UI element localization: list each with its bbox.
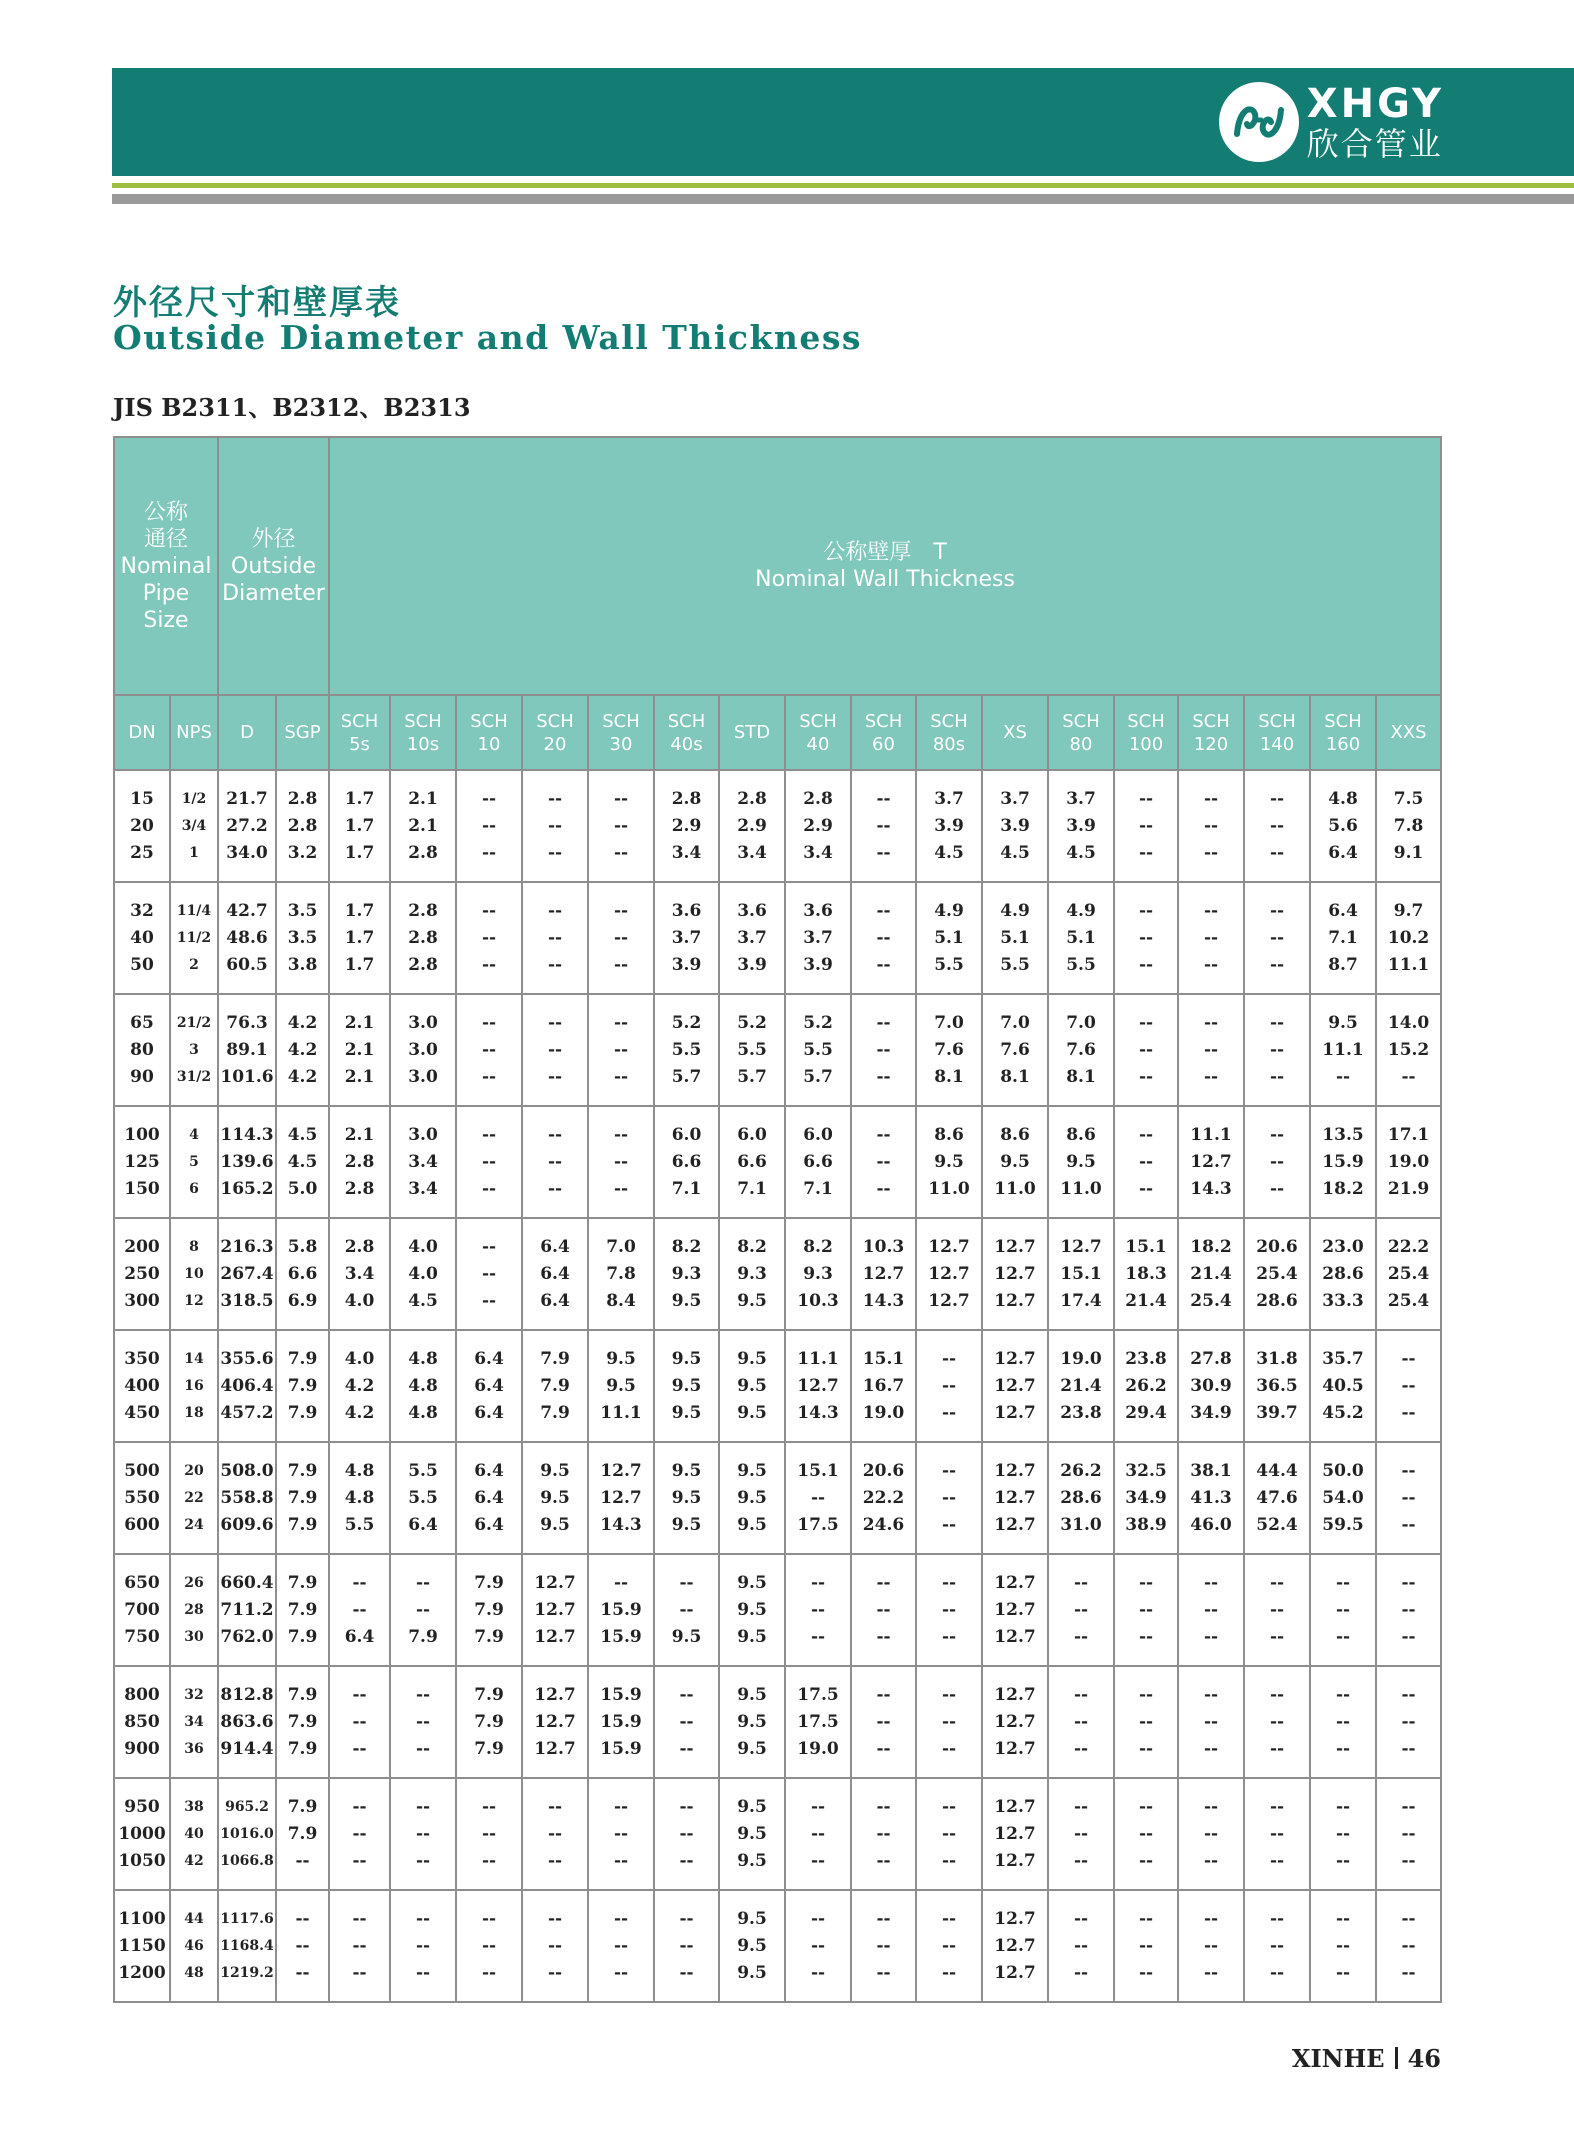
- table-cell: -- -- --: [1114, 1554, 1178, 1666]
- table-cell: 9.5 9.5 9.5: [719, 1666, 785, 1778]
- table-cell: -- -- --: [1114, 770, 1178, 882]
- table-cell: -- -- --: [1376, 1778, 1441, 1890]
- header-outside-diameter: 外径 Outside Diameter: [218, 437, 329, 695]
- column-header: SCH 5s: [329, 695, 390, 770]
- column-header: SCH 100: [1114, 695, 1178, 770]
- table-cell: -- -- --: [588, 1778, 654, 1890]
- table-cell: 4.5 4.5 5.0: [276, 1106, 329, 1218]
- table-cell: 3.6 3.7 3.9: [654, 882, 719, 994]
- column-header: NPS: [170, 695, 218, 770]
- table-cell: -- -- --: [329, 1666, 390, 1778]
- table-cell: 5.2 5.5 5.7: [785, 994, 851, 1106]
- table-row: [114, 994, 1441, 1106]
- table-cell: -- -- --: [1244, 994, 1310, 1106]
- table-cell: -- -- --: [1178, 1554, 1244, 1666]
- table-cell: -- -- --: [1310, 1778, 1376, 1890]
- table-cell: 23.0 28.6 33.3: [1310, 1218, 1376, 1330]
- table-cell: -- -- --: [851, 994, 916, 1106]
- table-cell: -- -- --: [329, 1890, 390, 2002]
- brand-name-en: XHGY: [1306, 81, 1444, 127]
- table-cell: 27.8 30.9 34.9: [1178, 1330, 1244, 1442]
- table-cell: -- -- --: [1310, 1666, 1376, 1778]
- table-cell: -- -- --: [916, 1778, 982, 1890]
- table-cell: 7.9 7.9 7.9: [456, 1666, 522, 1778]
- table-cell: 15.1 18.3 21.4: [1114, 1218, 1178, 1330]
- table-cell: -- -- --: [654, 1778, 719, 1890]
- table-cell: -- -- --: [588, 882, 654, 994]
- table-cell: 9.5 9.5 11.1: [588, 1330, 654, 1442]
- table-cell: -- -- --: [1178, 1778, 1244, 1890]
- table-cell: 965.2 1016.0 1066.8: [218, 1778, 276, 1890]
- table-cell: 12.7 12.7 12.7: [982, 1778, 1048, 1890]
- table-cell: -- -- --: [785, 1554, 851, 1666]
- table-cell: 8.2 9.3 9.5: [719, 1218, 785, 1330]
- table-cell: 7.0 7.6 8.1: [982, 994, 1048, 1106]
- table-cell: 32 34 36: [170, 1666, 218, 1778]
- table-cell: 12.7 12.7 12.7: [982, 1218, 1048, 1330]
- table-cell: 3.7 3.9 4.5: [982, 770, 1048, 882]
- table-cell: -- -- --: [1048, 1890, 1114, 2002]
- table-cell: 2.8 2.9 3.4: [785, 770, 851, 882]
- table-cell: 18.2 21.4 25.4: [1178, 1218, 1244, 1330]
- table-cell: -- -- --: [1376, 1554, 1441, 1666]
- table-cell: 7.5 7.8 9.1: [1376, 770, 1441, 882]
- table-cell: 15.1 -- 17.5: [785, 1442, 851, 1554]
- table-cell: 9.5 9.5 9.5: [654, 1330, 719, 1442]
- table-cell: 12.7 12.7 12.7: [522, 1666, 588, 1778]
- table-row: [114, 1666, 1441, 1778]
- table-cell: 9.5 9.5 9.5: [719, 1890, 785, 2002]
- table-cell: 12.7 12.7 12.7: [982, 1666, 1048, 1778]
- table-cell: -- -- --: [1178, 882, 1244, 994]
- table-cell: -- -- --: [456, 1890, 522, 2002]
- table-cell: 4.8 4.8 5.5: [329, 1442, 390, 1554]
- table-cell: -- -- --: [456, 994, 522, 1106]
- table-cell: 812.8 863.6 914.4: [218, 1666, 276, 1778]
- table-cell: 4.9 5.1 5.5: [982, 882, 1048, 994]
- table-cell: 50.0 54.0 59.5: [1310, 1442, 1376, 1554]
- table-cell: 1117.6 1168.4 1219.2: [218, 1890, 276, 2002]
- table-cell: 11/4 11/2 2: [170, 882, 218, 994]
- table-cell: 7.9 7.9 7.9: [456, 1554, 522, 1666]
- table-cell: 3.5 3.5 3.8: [276, 882, 329, 994]
- page-number: 46: [1407, 2044, 1441, 2073]
- table-cell: -- -- --: [276, 1890, 329, 2002]
- table-cell: -- -- --: [522, 1106, 588, 1218]
- footer-brand: XINHE: [1291, 2044, 1385, 2073]
- table-cell: -- -- --: [916, 1330, 982, 1442]
- table-cell: -- -- --: [851, 770, 916, 882]
- table-cell: 12.7 12.7 12.7: [522, 1554, 588, 1666]
- table-cell: 20.6 22.2 24.6: [851, 1442, 916, 1554]
- table-cell: 3.0 3.4 3.4: [390, 1106, 456, 1218]
- table-cell: 7.0 7.8 8.4: [588, 1218, 654, 1330]
- table-cell: 100 125 150: [114, 1106, 170, 1218]
- column-header: DN: [114, 695, 170, 770]
- table-cell: 1/2 3/4 1: [170, 770, 218, 882]
- table-cell: 1.7 1.7 1.7: [329, 770, 390, 882]
- table-cell: 15 20 25: [114, 770, 170, 882]
- table-cell: -- -- --: [456, 770, 522, 882]
- header-stripe-green: [112, 183, 1574, 188]
- table-cell: -- -- --: [851, 1890, 916, 2002]
- table-cell: 6.4 7.1 8.7: [1310, 882, 1376, 994]
- table-cell: -- -- --: [1048, 1666, 1114, 1778]
- table-cell: -- -- --: [329, 1778, 390, 1890]
- table-cell: 4.8 4.8 4.8: [390, 1330, 456, 1442]
- column-header: SCH 40s: [654, 695, 719, 770]
- table-row: [114, 1106, 1441, 1218]
- table-cell: -- -- --: [1244, 1778, 1310, 1890]
- table-header-top: [114, 437, 1441, 695]
- page-title-en: Outside Diameter and Wall Thickness: [113, 318, 862, 357]
- table-cell: 9.5 9.5 9.5: [654, 1442, 719, 1554]
- table-cell: 19.0 21.4 23.8: [1048, 1330, 1114, 1442]
- page-title-cn: 外径尺寸和壁厚表: [113, 283, 401, 323]
- table-cell: -- -- --: [522, 1890, 588, 2002]
- column-header: XS: [982, 695, 1048, 770]
- column-header: SCH 60: [851, 695, 916, 770]
- table-cell: 2.8 3.4 4.0: [329, 1218, 390, 1330]
- table-cell: 1.7 1.7 1.7: [329, 882, 390, 994]
- table-cell: 7.9 7.9 7.9: [276, 1554, 329, 1666]
- table-cell: 15.9 15.9 15.9: [588, 1666, 654, 1778]
- table-cell: -- -- --: [1178, 1666, 1244, 1778]
- table-cell: 950 1000 1050: [114, 1778, 170, 1890]
- table-cell: 9.5 11.1 --: [1310, 994, 1376, 1106]
- table-cell: -- -- --: [456, 1218, 522, 1330]
- page-footer: [1292, 2044, 1441, 2073]
- column-header: XXS: [1376, 695, 1441, 770]
- table-cell: 2.8 2.8 2.8: [390, 882, 456, 994]
- table-cell: -- -- --: [390, 1666, 456, 1778]
- table-cell: 12.7 12.7 12.7: [982, 1890, 1048, 2002]
- table-cell: 7.0 7.6 8.1: [1048, 994, 1114, 1106]
- table-cell: -- -- --: [916, 1554, 982, 1666]
- table-cell: 6.4 6.4 6.4: [456, 1442, 522, 1554]
- table-cell: -- -- --: [1048, 1778, 1114, 1890]
- table-cell: 8.6 9.5 11.0: [1048, 1106, 1114, 1218]
- table-cell: 20.6 25.4 28.6: [1244, 1218, 1310, 1330]
- table-cell: -- -- --: [1244, 1890, 1310, 2002]
- table-cell: -- -- --: [1244, 1106, 1310, 1218]
- table-cell: 42.7 48.6 60.5: [218, 882, 276, 994]
- column-header: SCH 40: [785, 695, 851, 770]
- table-cell: -- -- --: [1244, 882, 1310, 994]
- table-cell: -- -- --: [1244, 770, 1310, 882]
- table-cell: 650 700 750: [114, 1554, 170, 1666]
- table-cell: 800 850 900: [114, 1666, 170, 1778]
- column-header: STD: [719, 695, 785, 770]
- table-cell: 11.1 12.7 14.3: [1178, 1106, 1244, 1218]
- table-cell: 5.5 5.5 6.4: [390, 1442, 456, 1554]
- table-cell: -- -- --: [654, 1890, 719, 2002]
- table-cell: -- -- --: [1376, 1666, 1441, 1778]
- brand-logo: [1219, 82, 1444, 162]
- column-header: D: [218, 695, 276, 770]
- table-cell: -- -- --: [1178, 1890, 1244, 2002]
- table-cell: 9.5 9.5 9.5: [719, 1554, 785, 1666]
- table-cell: -- -- --: [522, 1778, 588, 1890]
- wall-thickness-table: [113, 436, 1442, 2003]
- table-row: [114, 1778, 1441, 1890]
- table-cell: 6.4 6.4 6.4: [456, 1330, 522, 1442]
- table-cell: -- -- --: [1114, 1890, 1178, 2002]
- table-cell: 6.0 6.6 7.1: [785, 1106, 851, 1218]
- standard-label: JIS B2311、B2312、B2313: [113, 393, 471, 422]
- table-cell: 21.7 27.2 34.0: [218, 770, 276, 882]
- table-cell: 3.0 3.0 3.0: [390, 994, 456, 1106]
- table-cell: -- -- --: [456, 1778, 522, 1890]
- table-cell: 23.8 26.2 29.4: [1114, 1330, 1178, 1442]
- table-cell: 2.8 2.8 3.2: [276, 770, 329, 882]
- column-header: SCH 10: [456, 695, 522, 770]
- table-cell: 6.0 6.6 7.1: [654, 1106, 719, 1218]
- table-cell: -- -- --: [1114, 1778, 1178, 1890]
- table-cell: 5.2 5.5 5.7: [719, 994, 785, 1106]
- table-cell: 4 5 6: [170, 1106, 218, 1218]
- table-cell: 4.9 5.1 5.5: [916, 882, 982, 994]
- table-cell: 3.6 3.7 3.9: [785, 882, 851, 994]
- table-cell: 15.1 16.7 19.0: [851, 1330, 916, 1442]
- table-cell: 12.7 12.7 12.7: [982, 1330, 1048, 1442]
- table-row: [114, 882, 1441, 994]
- column-header: SGP: [276, 695, 329, 770]
- table-cell: 9.5 9.5 9.5: [522, 1442, 588, 1554]
- table-cell: 17.1 19.0 21.9: [1376, 1106, 1441, 1218]
- table-row: [114, 1442, 1441, 1554]
- xhgy-logo-icon: [1219, 82, 1299, 162]
- header-stripe-gray: [112, 194, 1574, 204]
- table-cell: 2.1 2.1 2.1: [329, 994, 390, 1106]
- table-cell: 4.0 4.2 4.2: [329, 1330, 390, 1442]
- table-cell: 44.4 47.6 52.4: [1244, 1442, 1310, 1554]
- table-cell: 9.5 9.5 9.5: [719, 1778, 785, 1890]
- table-cell: 8.2 9.3 9.5: [654, 1218, 719, 1330]
- table-cell: 12.7 12.7 12.7: [982, 1442, 1048, 1554]
- table-cell: 8.6 9.5 11.0: [982, 1106, 1048, 1218]
- table-cell: 10.3 12.7 14.3: [851, 1218, 916, 1330]
- table-cell: 12.7 12.7 12.7: [982, 1554, 1048, 1666]
- table-cell: -- -- --: [851, 882, 916, 994]
- table-cell: 3.7 3.9 4.5: [916, 770, 982, 882]
- table-cell: 35.7 40.5 45.2: [1310, 1330, 1376, 1442]
- table-cell: -- -- --: [1178, 994, 1244, 1106]
- table-cell: -- -- --: [1048, 1554, 1114, 1666]
- table-cell: -- -- --: [785, 1778, 851, 1890]
- table-cell: -- -- --: [1310, 1890, 1376, 2002]
- table-cell: 22.2 25.4 25.4: [1376, 1218, 1441, 1330]
- table-cell: 350 400 450: [114, 1330, 170, 1442]
- table-cell: -- -- --: [522, 770, 588, 882]
- table-cell: -- -- --: [390, 1778, 456, 1890]
- table-cell: -- -- --: [916, 1442, 982, 1554]
- table-cell: 3.6 3.7 3.9: [719, 882, 785, 994]
- table-cell: 38 40 42: [170, 1778, 218, 1890]
- table-cell: 200 250 300: [114, 1218, 170, 1330]
- table-cell: 216.3 267.4 318.5: [218, 1218, 276, 1330]
- table-cell: -- -- --: [588, 770, 654, 882]
- column-header: SCH 80: [1048, 695, 1114, 770]
- table-cell: -- -- --: [1376, 1442, 1441, 1554]
- table-cell: 660.4 711.2 762.0: [218, 1554, 276, 1666]
- table-row: [114, 770, 1441, 882]
- table-cell: 17.5 17.5 19.0: [785, 1666, 851, 1778]
- table-cell: 2.1 2.1 2.8: [390, 770, 456, 882]
- table-cell: 7.9 7.9 7.9: [522, 1330, 588, 1442]
- table-cell: 7.9 7.9 7.9: [276, 1442, 329, 1554]
- table-cell: 9.5 9.5 9.5: [719, 1442, 785, 1554]
- table-cell: -- -- --: [1244, 1554, 1310, 1666]
- table-cell: -- -- --: [851, 1778, 916, 1890]
- table-cell: 508.0 558.8 609.6: [218, 1442, 276, 1554]
- table-cell: 114.3 139.6 165.2: [218, 1106, 276, 1218]
- table-cell: 26.2 28.6 31.0: [1048, 1442, 1114, 1554]
- table-cell: 7.0 7.6 8.1: [916, 994, 982, 1106]
- table-row: [114, 1330, 1441, 1442]
- table-cell: -- -- --: [851, 1554, 916, 1666]
- table-cell: -- -- --: [1376, 1890, 1441, 2002]
- table-cell: -- -- --: [1244, 1666, 1310, 1778]
- table-cell: -- -- --: [654, 1666, 719, 1778]
- column-header: SCH 20: [522, 695, 588, 770]
- table-cell: -- -- --: [1178, 770, 1244, 882]
- table-cell: 2.8 2.9 3.4: [719, 770, 785, 882]
- table-cell: 6.4 6.4 6.4: [522, 1218, 588, 1330]
- table-cell: 38.1 41.3 46.0: [1178, 1442, 1244, 1554]
- table-cell: 4.8 5.6 6.4: [1310, 770, 1376, 882]
- table-cell: 4.0 4.0 4.5: [390, 1218, 456, 1330]
- table-cell: -- -- --: [1114, 1666, 1178, 1778]
- table-cell: 32.5 34.9 38.9: [1114, 1442, 1178, 1554]
- table-cell: 2.8 2.9 3.4: [654, 770, 719, 882]
- table-cell: 5.8 6.6 6.9: [276, 1218, 329, 1330]
- table-cell: 3.7 3.9 4.5: [1048, 770, 1114, 882]
- header-nominal-wall-thickness: 公称壁厚 T Nominal Wall Thickness: [329, 437, 1441, 695]
- table-row: [114, 1218, 1441, 1330]
- table-cell: -- -- --: [522, 994, 588, 1106]
- table-cell: 9.7 10.2 11.1: [1376, 882, 1441, 994]
- table-cell: -- -- --: [1376, 1330, 1441, 1442]
- column-header: SCH 120: [1178, 695, 1244, 770]
- table-cell: 12.7 15.1 17.4: [1048, 1218, 1114, 1330]
- table-cell: 14 16 18: [170, 1330, 218, 1442]
- table-cell: 32 40 50: [114, 882, 170, 994]
- table-cell: 8 10 12: [170, 1218, 218, 1330]
- table-cell: -- -- 9.5: [654, 1554, 719, 1666]
- table-cell: 76.3 89.1 101.6: [218, 994, 276, 1106]
- table-row: [114, 1890, 1441, 2002]
- table-cell: 31.8 36.5 39.7: [1244, 1330, 1310, 1442]
- table-cell: 4.2 4.2 4.2: [276, 994, 329, 1106]
- table-cell: -- -- --: [785, 1890, 851, 2002]
- table-cell: 4.9 5.1 5.5: [1048, 882, 1114, 994]
- table-cell: -- -- --: [588, 1106, 654, 1218]
- table-cell: -- -- --: [1114, 882, 1178, 994]
- table-cell: 21/2 3 31/2: [170, 994, 218, 1106]
- table-cell: -- -- --: [851, 1666, 916, 1778]
- table-cell: 500 550 600: [114, 1442, 170, 1554]
- table-cell: -- -- --: [522, 882, 588, 994]
- column-header: SCH 30: [588, 695, 654, 770]
- brand-name-cn: 欣合管业: [1306, 125, 1443, 163]
- table-cell: 13.5 15.9 18.2: [1310, 1106, 1376, 1218]
- table-cell: -- -- --: [456, 1106, 522, 1218]
- table-cell: 355.6 406.4 457.2: [218, 1330, 276, 1442]
- header-nominal-pipe-size: 公称 通径 Nominal Pipe Size: [114, 437, 218, 695]
- table-cell: 12.7 12.7 14.3: [588, 1442, 654, 1554]
- table-cell: 26 28 30: [170, 1554, 218, 1666]
- table-cell: 6.0 6.6 7.1: [719, 1106, 785, 1218]
- table-cell: 5.2 5.5 5.7: [654, 994, 719, 1106]
- table-cell: 44 46 48: [170, 1890, 218, 2002]
- table-header-columns: [114, 695, 1441, 770]
- table-cell: -- -- --: [456, 882, 522, 994]
- table-cell: -- -- --: [1310, 1554, 1376, 1666]
- table-cell: 65 80 90: [114, 994, 170, 1106]
- table-cell: -- -- --: [390, 1890, 456, 2002]
- column-header: SCH 140: [1244, 695, 1310, 770]
- table-cell: -- 15.9 15.9: [588, 1554, 654, 1666]
- table-cell: 8.2 9.3 10.3: [785, 1218, 851, 1330]
- table-cell: 1100 1150 1200: [114, 1890, 170, 2002]
- column-header: SCH 10s: [390, 695, 456, 770]
- table-cell: -- -- --: [916, 1666, 982, 1778]
- table-cell: 7.9 7.9 7.9: [276, 1666, 329, 1778]
- table-cell: 12.7 12.7 12.7: [916, 1218, 982, 1330]
- table-cell: -- -- --: [851, 1106, 916, 1218]
- column-header: SCH 160: [1310, 695, 1376, 770]
- table-cell: -- -- 6.4: [329, 1554, 390, 1666]
- column-header: SCH 80s: [916, 695, 982, 770]
- table-cell: -- -- --: [588, 1890, 654, 2002]
- table-cell: 8.6 9.5 11.0: [916, 1106, 982, 1218]
- table-cell: -- -- 7.9: [390, 1554, 456, 1666]
- table-cell: 7.9 7.9 7.9: [276, 1330, 329, 1442]
- table-cell: -- -- --: [1114, 994, 1178, 1106]
- table-cell: 11.1 12.7 14.3: [785, 1330, 851, 1442]
- footer-separator: [1395, 2047, 1398, 2069]
- table-cell: 14.0 15.2 --: [1376, 994, 1441, 1106]
- table-cell: 7.9 7.9 --: [276, 1778, 329, 1890]
- table-cell: 9.5 9.5 9.5: [719, 1330, 785, 1442]
- table-cell: -- -- --: [916, 1890, 982, 2002]
- table-cell: 2.1 2.8 2.8: [329, 1106, 390, 1218]
- table-cell: 20 22 24: [170, 1442, 218, 1554]
- table-cell: -- -- --: [1114, 1106, 1178, 1218]
- table-cell: -- -- --: [588, 994, 654, 1106]
- table-row: [114, 1554, 1441, 1666]
